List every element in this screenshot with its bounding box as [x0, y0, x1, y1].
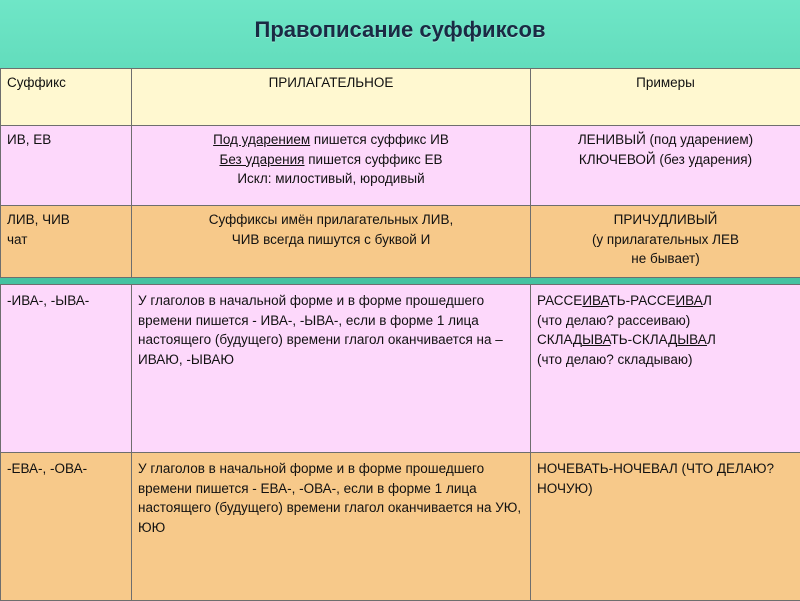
word-part: СКЛАД: [537, 332, 582, 347]
example-line: ЛЕНИВЫЙ (под ударением): [537, 130, 794, 150]
verb-suffix-table: [0, 284, 800, 601]
rule-cell: [132, 206, 531, 278]
header-adjective: ПРИЛАГАТЕЛЬНОЕ: [132, 69, 531, 126]
suffix-highlight: ЫВА: [582, 332, 610, 347]
exception-line: Искл: милостивый, юродивый: [138, 169, 524, 189]
adjective-suffix-table: [0, 68, 800, 278]
suffix-highlight: ИВА: [675, 293, 703, 308]
word-part: Л: [707, 332, 716, 347]
word-part: ТЬ-РАССЕ: [609, 293, 676, 308]
word-part: РАССЕ: [537, 293, 582, 308]
rule-text: пишется суффикс ЕВ: [305, 152, 443, 167]
table-row: [1, 206, 800, 278]
suffix-cell: [1, 285, 132, 453]
example-line: КЛЮЧЕВОЙ (без ударения): [537, 150, 794, 170]
header-examples: Примеры: [531, 69, 800, 126]
header-suffix: Суффикс: [1, 69, 132, 126]
rule-text: У глаголов в начальной форме и в форме прошедшего времени пишется - ИВА-, -ЫВА-, если в форме 1 лица настоящего (будущего) времени глагол оканчивается на –ИВАЮ, -ЫВАЮ: [138, 293, 503, 367]
example-line: [537, 330, 794, 350]
table-header-row: [1, 69, 800, 126]
suffix-liv-chiv: ЛИВ, ЧИВ: [7, 210, 125, 230]
rule-cell: [132, 453, 531, 601]
example-line: (что делаю? складываю): [537, 350, 794, 370]
rule-line: ЧИВ всегда пишутся с буквой И: [138, 230, 524, 250]
example-text: НОЧЕВАТЬ-НОЧЕВАЛ (ЧТО ДЕЛАЮ? НОЧУЮ): [537, 461, 774, 496]
unstressed-label: Без ударения: [219, 152, 304, 167]
rule-line: Суффиксы имён прилагательных ЛИВ,: [138, 210, 524, 230]
example-line: (у прилагательных ЛЕВ: [537, 230, 794, 250]
examples-cell: [531, 285, 800, 453]
rule-cell: [132, 126, 531, 206]
suffix-highlight: ЫВА: [677, 332, 707, 347]
suffix-iva-yva: -ИВА-, -ЫВА-: [7, 293, 89, 308]
table-row: [1, 126, 800, 206]
examples-cell: [531, 206, 800, 278]
rule-line: [138, 150, 524, 170]
suffix-highlight: ИВА: [582, 293, 608, 308]
examples-cell: [531, 126, 800, 206]
page-title: Правописание суффиксов: [0, 0, 800, 60]
suffix-chat: чат: [7, 230, 125, 250]
word-part: ТЬ-СКЛАД: [611, 332, 678, 347]
suffix-cell: [1, 453, 132, 601]
examples-cell: [531, 453, 800, 601]
suffix-cell: [1, 126, 132, 206]
example-line: (что делаю? рассеиваю): [537, 311, 794, 331]
rule-text: У глаголов в начальной форме и в форме прошедшего времени пишется - ЕВА-, -ОВА-, если в форме 1 лица настоящего (будущего) времени глагол оканчивается на УЮ, ЮЮ: [138, 461, 521, 535]
example-line: не бывает): [537, 249, 794, 269]
suffix-iv-ev: ИВ, ЕВ: [7, 132, 51, 147]
suffix-cell: [1, 206, 132, 278]
table-row: [1, 453, 800, 601]
table-row: [1, 285, 800, 453]
example-line: [537, 291, 794, 311]
rule-text: пишется суффикс ИВ: [310, 132, 449, 147]
stressed-label: Под ударением: [213, 132, 310, 147]
rule-line: [138, 130, 524, 150]
suffix-eva-ova: -ЕВА-, -ОВА-: [7, 461, 87, 476]
example-line: ПРИЧУДЛИВЫЙ: [537, 210, 794, 230]
rule-cell: [132, 285, 531, 453]
word-part: Л: [703, 293, 712, 308]
